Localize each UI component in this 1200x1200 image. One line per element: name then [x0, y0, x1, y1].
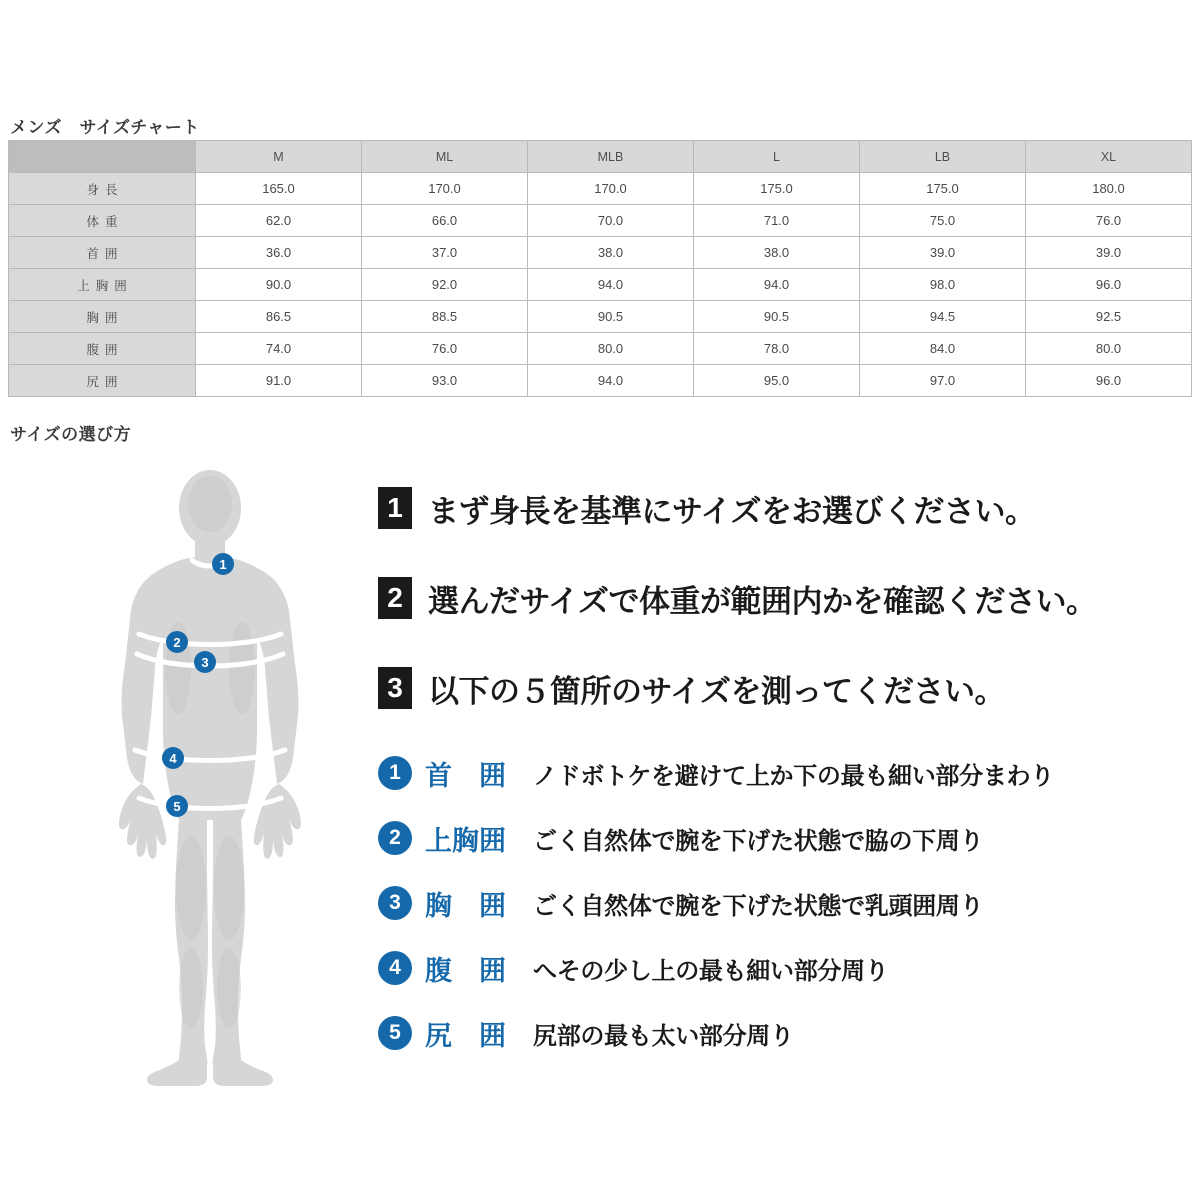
- measurement-item-hip: [378, 1008, 1198, 1058]
- cell-chest-ml: 88.5: [362, 301, 528, 333]
- table-row: [9, 333, 1192, 365]
- cell-hip-l: 95.0: [694, 365, 860, 397]
- table-row: [9, 173, 1192, 205]
- row-header-upper-chest: 上胸囲: [9, 269, 196, 301]
- measurement-4-description: へその少し上の最も細い部分周り: [533, 957, 889, 985]
- column-header-mlb: MLB: [528, 141, 694, 173]
- table-row: [9, 205, 1192, 237]
- cell-weight-mlb: 70.0: [528, 205, 694, 237]
- cell-hip-ml: 93.0: [362, 365, 528, 397]
- cell-height-xl: 180.0: [1026, 173, 1192, 205]
- measurement-5-name: 尻 囲: [425, 1020, 506, 1051]
- row-header-height: 身長: [9, 173, 196, 205]
- marker-1-label: 1: [219, 557, 227, 572]
- row-header-neck: 首囲: [9, 237, 196, 269]
- measurement-5-number-icon: 5: [378, 1016, 412, 1050]
- cell-waist-xl: 80.0: [1026, 333, 1192, 365]
- cell-upper-chest-l: 94.0: [694, 269, 860, 301]
- cell-weight-l: 71.0: [694, 205, 860, 237]
- cell-hip-xl: 96.0: [1026, 365, 1192, 397]
- cell-weight-ml: 66.0: [362, 205, 528, 237]
- page-title-size-chart: メンズ サイズチャート: [10, 118, 200, 137]
- cell-neck-l: 38.0: [694, 237, 860, 269]
- cell-waist-l: 78.0: [694, 333, 860, 365]
- step-3-text: 以下の５箇所のサイズを測ってください。: [428, 673, 1006, 709]
- cell-height-l: 175.0: [694, 173, 860, 205]
- marker-4-label: 4: [169, 751, 177, 766]
- cell-height-ml: 170.0: [362, 173, 528, 205]
- cell-chest-lb: 94.5: [860, 301, 1026, 333]
- measurement-item-chest: [378, 878, 1198, 928]
- cell-upper-chest-lb: 98.0: [860, 269, 1026, 301]
- table-row: [9, 269, 1192, 301]
- step-2-text: 選んだサイズで体重が範囲内かを確認ください。: [428, 583, 1097, 619]
- cell-weight-xl: 76.0: [1026, 205, 1192, 237]
- table-row: [9, 301, 1192, 333]
- cell-neck-mlb: 38.0: [528, 237, 694, 269]
- cell-waist-mlb: 80.0: [528, 333, 694, 365]
- measurement-2-number-icon: 2: [378, 821, 412, 855]
- body-measurement-diagram: [55, 468, 365, 1088]
- cell-weight-m: 62.0: [196, 205, 362, 237]
- column-header-m: M: [196, 141, 362, 173]
- cell-chest-l: 90.5: [694, 301, 860, 333]
- cell-neck-ml: 37.0: [362, 237, 528, 269]
- step-item-3: [378, 658, 1188, 718]
- table-row: [9, 237, 1192, 269]
- measurement-4-name: 腹 囲: [425, 955, 506, 986]
- cell-waist-lb: 84.0: [860, 333, 1026, 365]
- measurement-definitions-list: [378, 748, 1198, 1073]
- cell-upper-chest-ml: 92.0: [362, 269, 528, 301]
- cell-neck-m: 36.0: [196, 237, 362, 269]
- cell-hip-m: 91.0: [196, 365, 362, 397]
- measurement-3-description: ごく自然体で腕を下げた状態で乳頭囲周り: [533, 892, 984, 920]
- cell-height-m: 165.0: [196, 173, 362, 205]
- section-title-how-to-choose-size: サイズの選び方: [10, 425, 132, 444]
- table-corner-cell: [9, 141, 196, 173]
- marker-3-label: 3: [201, 655, 209, 670]
- step-2-number-badge: 2: [378, 577, 412, 619]
- table-row: [9, 365, 1192, 397]
- table-header-row: [9, 141, 1192, 173]
- instruction-steps-list: [378, 478, 1188, 748]
- row-header-chest: 胸囲: [9, 301, 196, 333]
- measurement-3-name: 胸 囲: [425, 890, 506, 921]
- marker-5-label: 5: [173, 799, 181, 814]
- cell-height-lb: 175.0: [860, 173, 1026, 205]
- size-chart-table: [8, 140, 1192, 397]
- column-header-l: L: [694, 141, 860, 173]
- column-header-xl: XL: [1026, 141, 1192, 173]
- row-header-weight: 体重: [9, 205, 196, 237]
- cell-waist-m: 74.0: [196, 333, 362, 365]
- column-header-lb: LB: [860, 141, 1026, 173]
- measurement-item-upper-chest: [378, 813, 1198, 863]
- cell-upper-chest-xl: 96.0: [1026, 269, 1192, 301]
- cell-chest-mlb: 90.5: [528, 301, 694, 333]
- step-1-number-badge: 1: [378, 487, 412, 529]
- measurement-1-name: 首 囲: [425, 760, 506, 791]
- cell-height-mlb: 170.0: [528, 173, 694, 205]
- cell-hip-mlb: 94.0: [528, 365, 694, 397]
- step-item-2: [378, 568, 1188, 628]
- human-body-figure-svg: [55, 468, 365, 1088]
- step-1-text: まず身長を基準にサイズをお選びください。: [428, 493, 1036, 529]
- measurement-item-waist: [378, 943, 1198, 993]
- cell-hip-lb: 97.0: [860, 365, 1026, 397]
- cell-upper-chest-mlb: 94.0: [528, 269, 694, 301]
- measurement-3-number-icon: 3: [378, 886, 412, 920]
- measurement-4-number-icon: 4: [378, 951, 412, 985]
- measurement-5-description: 尻部の最も太い部分周り: [533, 1022, 794, 1050]
- marker-2-label: 2: [173, 635, 181, 650]
- cell-chest-xl: 92.5: [1026, 301, 1192, 333]
- cell-chest-m: 86.5: [196, 301, 362, 333]
- row-header-hip: 尻囲: [9, 365, 196, 397]
- measurement-item-neck: [378, 748, 1198, 798]
- step-item-1: [378, 478, 1188, 538]
- cell-weight-lb: 75.0: [860, 205, 1026, 237]
- measurement-1-number-icon: 1: [378, 756, 412, 790]
- measurement-1-description: ノドボトケを避けて上か下の最も細い部分まわり: [533, 762, 1054, 790]
- column-header-ml: ML: [362, 141, 528, 173]
- body-silhouette: [119, 470, 301, 1086]
- row-header-waist: 腹囲: [9, 333, 196, 365]
- cell-waist-ml: 76.0: [362, 333, 528, 365]
- step-3-number-badge: 3: [378, 667, 412, 709]
- cell-upper-chest-m: 90.0: [196, 269, 362, 301]
- cell-neck-xl: 39.0: [1026, 237, 1192, 269]
- cell-neck-lb: 39.0: [860, 237, 1026, 269]
- measurement-2-description: ごく自然体で腕を下げた状態で脇の下周り: [533, 827, 984, 855]
- measurement-2-name: 上胸囲: [425, 825, 506, 856]
